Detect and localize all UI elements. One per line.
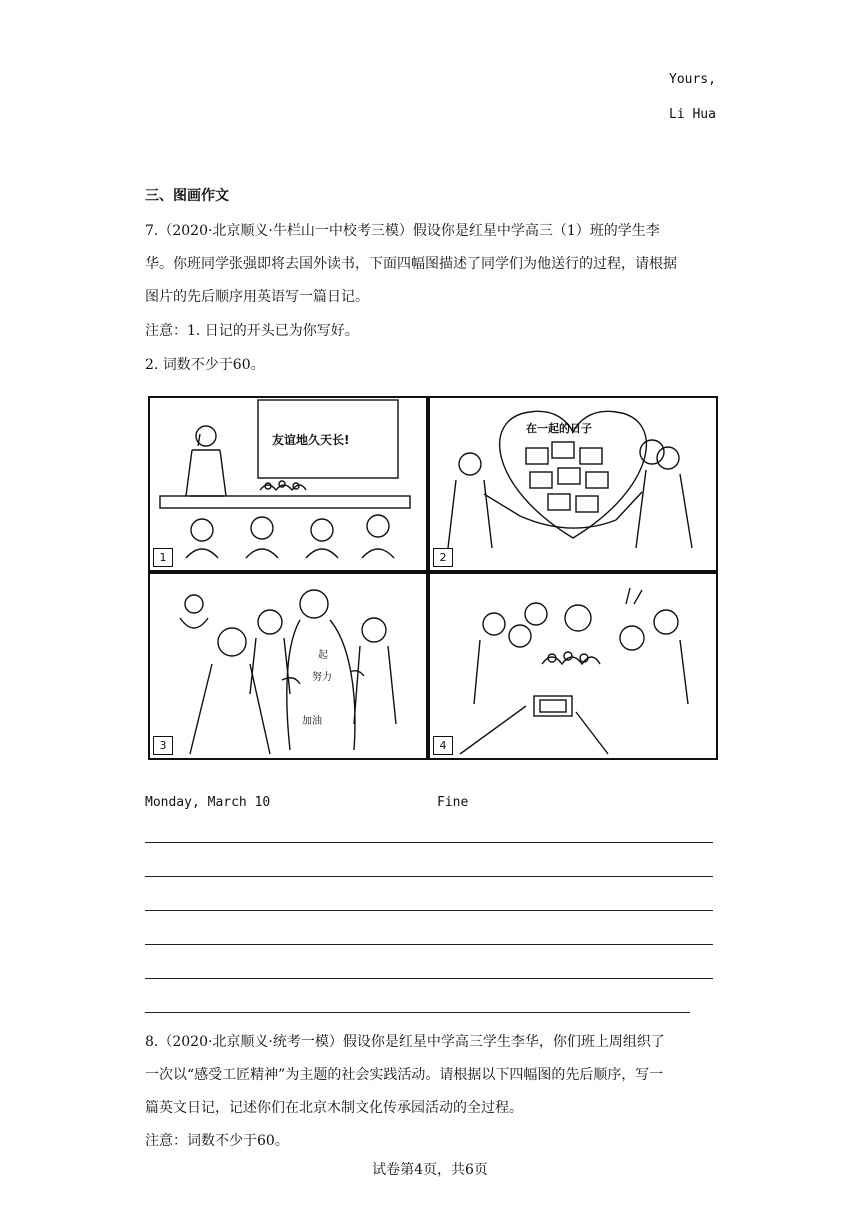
- picture-grid: [148, 396, 718, 758]
- panel-1-board-text: 友谊地久天长!: [272, 433, 350, 447]
- q7-line-1: 7.（2020·北京顺义·牛栏山一中校考三模）假设你是红星中学高三（1）班的学生李: [145, 223, 660, 239]
- panel-2-number: 2: [433, 548, 453, 567]
- writing-line: [145, 944, 713, 945]
- writing-line: [145, 842, 713, 843]
- writing-line: [145, 876, 713, 877]
- panel-3-shirt-text-3: 加油: [302, 716, 322, 727]
- q8-note: 注意：词数不少于60。: [145, 1133, 289, 1149]
- panel-1: [148, 396, 428, 572]
- q7-note-1: 注意：1. 日记的开头已为你写好。: [145, 323, 359, 339]
- q7-line-2: 华。你班同学张强即将去国外读书，下面四幅图描述了同学们为他送行的过程，请根据: [145, 256, 677, 272]
- q7-line-3: 图片的先后顺序用英语写一篇日记。: [145, 289, 369, 305]
- diary-date: Monday, March 10: [145, 795, 271, 810]
- q8-line-3: 篇英文日记，记述你们在北京木制文化传承园活动的全过程。: [145, 1100, 523, 1116]
- panel-1-drawing: [150, 398, 426, 570]
- section-heading: 三、图画作文: [145, 188, 229, 204]
- page-footer: 试卷第4页，共6页: [372, 1162, 488, 1178]
- q8-line-1: 8.（2020·北京顺义·统考一模）假设你是红星中学高三学生李华，你们班上周组织了: [145, 1034, 665, 1050]
- letter-signature: Li Hua: [669, 107, 716, 122]
- writing-line: [145, 978, 713, 979]
- panel-2-heart-text: 在一起的日子: [526, 422, 592, 435]
- writing-line: [145, 910, 713, 911]
- panel-3-drawing: [150, 574, 426, 758]
- panel-2-drawing: [430, 398, 716, 570]
- diary-weather: Fine: [437, 795, 469, 810]
- panel-3-shirt-text-2: 努力: [312, 672, 332, 683]
- letter-closing: Yours,: [669, 72, 716, 87]
- q8-line-2: 一次以“感受工匠精神”为主题的社会实践活动。请根据以下四幅图的先后顺序，写一: [145, 1067, 664, 1083]
- q7-note-2: 2. 词数不少于60。: [145, 357, 265, 373]
- panel-3-shirt-text-1: 起: [318, 650, 328, 661]
- panel-1-number: 1: [153, 548, 173, 567]
- panel-3-number: 3: [153, 736, 173, 755]
- writing-line: [145, 1012, 690, 1013]
- panel-2: [428, 396, 718, 572]
- panel-4: [428, 572, 718, 760]
- panel-4-number: 4: [433, 736, 453, 755]
- panel-3: [148, 572, 428, 760]
- panel-4-drawing: [430, 574, 716, 758]
